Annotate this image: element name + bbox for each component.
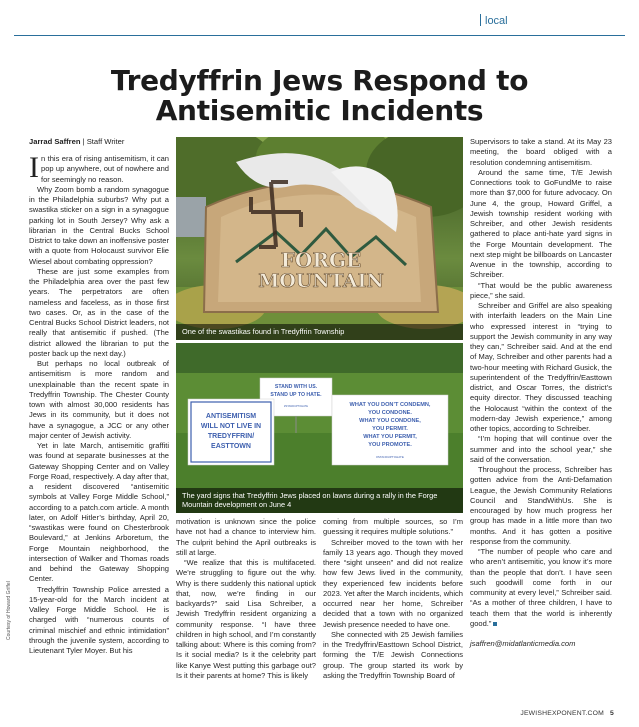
section-tag bbox=[480, 14, 508, 27]
sign-b-line: WILL NOT LIVE IN bbox=[200, 423, 262, 430]
sign-a-line2: STAND UP TO HATE. bbox=[270, 392, 322, 398]
paragraph: Throughout the process, Schreiber has gotten advice from the Anti-Defamation League, the Jewish Community Relations Council and StandWithUs. She is encouraged by how much progress her group has made in a little more than two months. And it has gotten a positive response from the community. bbox=[470, 465, 612, 546]
paragraph: She connected with 25 Jewish families in the Tredyffrin/Easttown School District, forming the T/E Jewish Connections group. The group started its work by asking the Tredyffrin Township Board of bbox=[323, 629, 463, 680]
byline-role: Staff Writer bbox=[86, 137, 125, 146]
paragraph: “I’m hoping that will continue over the summer and into the school year,” she said of the conversation. bbox=[470, 434, 612, 464]
author-email-link[interactable]: jsaffren@midatlanticmedia.com bbox=[470, 639, 576, 648]
paragraph: Schreiber and Griffel are also speaking with interfaith leaders on the Main Line who expressed interest in “trying to support the Jewish community in any way they can,” Schreiber said. And at the end of May, Schreiber and other parents had a two-hour meeting with Richard Gusick, the superintendent of the Tredyffrin/Easttown district, and Oscar Torres, the district’s equity director. They discussed teaching the Holocaust “within the context of the modern-day Jewish experience,” among other topics, according to Schreiber. bbox=[470, 301, 612, 433]
sign-b-line: EASTTOWN bbox=[211, 443, 251, 450]
paragraph: Schreiber moved to the town with her family 13 years ago. Though they moved there “sight unseen” and did not realize how few Jews lived in the community, they experienced few incidents before 2023. Yet after the March incidents, which occurred near her home, Schreiber decided that a town with no organized Jewish presence needed to have one. bbox=[323, 537, 463, 629]
paragraph: motivation is unknown since the police have not had a chance to interview him. The culprit behind the April outbreaks is still at large. bbox=[176, 517, 316, 557]
sign-c-line: WHAT YOU PERMIT, bbox=[363, 434, 417, 440]
photo-yard-signs bbox=[176, 343, 463, 513]
paragraph bbox=[29, 151, 169, 185]
forge-mountain-illustration bbox=[176, 137, 463, 340]
sign-c-line: WHAT YOU DON’T CONDEMN, bbox=[349, 402, 431, 408]
photo-credit: Courtesy of Howard Griffel bbox=[6, 581, 12, 640]
paragraph bbox=[470, 547, 612, 629]
paragraph: coming from multiple sources, so I’m guessing it requires multiple solutions.” bbox=[323, 517, 463, 537]
paragraph-text: “The number of people who care and who aren’t antisemitic, you know it’s more than the people that don’t. I have seen such goodwill come forth in our community at every level,” Schreiber said. “As a mother of three children, I have to teach them that the world is inherently good.” bbox=[470, 547, 612, 628]
sign-text-mountain: MOUNTAIN bbox=[258, 270, 384, 292]
sign-c-line: YOU PROMOTE. bbox=[368, 442, 412, 448]
paragraph-text: n this era of rising antisemitism, it can pop up anywhere, out of nowhere and for seemingly no reason. bbox=[41, 154, 169, 184]
paragraph: “That would be the public awareness piece,” she said. bbox=[470, 280, 612, 300]
sign-text-forge: FORGE bbox=[280, 248, 362, 272]
page-footer bbox=[520, 710, 614, 717]
paragraph: Yet in late March, antisemitic graffiti was found at separate businesses at the Gateway Shopping Center and on Valley Forge Road, respectively. A day after that, a resident discovered “antisemitic symbols at Valley Forge Middle School,” according to a patch.com article. A month later, on Adolf Hitler’s birthday, April 20, “swastikas were found on Chesterbrook Boulevard,” at Jenkins Arboretum, the Forge Mountain neighborhood, the intersection of Walker and Thomas roads and behind the Gateway Shopping Center. bbox=[29, 441, 169, 584]
headline: Tredyffrin Jews Respond to Antisemitic Incidents bbox=[110, 64, 529, 127]
page-number: 5 bbox=[610, 710, 614, 717]
paragraph: Around the same time, T/E Jewish Connections took to GoFundMe to raise more than $7,000 for future advocacy. On June 4, the group, Howard Griffel, a Jewish township resident working with Schreiber, and other Jewish residents gathered to place anti-hate yard signs in the Forge Mountain development. The next step might be billboards on Lancaster Avenue in the township, according to Schreiber. bbox=[470, 167, 612, 280]
paragraph: But perhaps no local outbreak of antisemitism is more random and unexplainable than the recent spate in Tredyffrin Township. The Chester County town with almost 30,000 residents has Jews in its community, but it does not have a synagogue, a JCC or any other major center of Jewish activity. bbox=[29, 359, 169, 440]
byline: Jarrad Saffren | Staff Writer bbox=[29, 137, 125, 146]
paragraph: These are just some examples from the Philadelphia area over the past few years. The perpetrators are often nameless and faceless, as in those first two cases. Or, as in the case of the Central Bucks School District leaders, not really that antisemitic if pushed. (The district allowed the librarian to put the poster back up the next day.) bbox=[29, 266, 169, 358]
sign-a-line1: STAND WITH US. bbox=[274, 384, 318, 390]
sign-c-line: YOU PERMIT. bbox=[372, 426, 408, 432]
article-column-4 bbox=[470, 137, 612, 649]
sign-b-line: TREDYFFRIN/ bbox=[207, 433, 255, 440]
photo-forge-mountain-sign bbox=[176, 137, 463, 340]
byline-author: Jarrad Saffren bbox=[29, 137, 81, 146]
sign-c-line: YOU CONDONE. bbox=[368, 410, 412, 416]
dropcap: I bbox=[29, 151, 39, 184]
paragraph: Tredyffrin Township Police arrested a 15-year-old for the March incident at Valley Forge Middle School. He is charged with “numerous counts of criminal mischief and ethnic intimidation” through the juvenile system, according to Lieutenant Tyler Moyer. But his bbox=[29, 584, 169, 655]
end-mark-icon bbox=[493, 622, 497, 626]
sign-a-hashtag: #STANDUPTOHATE bbox=[284, 405, 308, 408]
sign-c-line: WHAT YOU CONDONE, bbox=[359, 418, 421, 424]
photo-caption: One of the swastikas found in Tredyffrin Township bbox=[176, 324, 463, 340]
sign-c-hashtag: #STANDUPTOHATE bbox=[376, 455, 404, 459]
section-label: local bbox=[485, 15, 508, 27]
footer-site: JEWISHEXPONENT.COM bbox=[520, 710, 605, 717]
sign-b-line: ANTISEMITISM bbox=[205, 413, 257, 420]
top-rule bbox=[14, 35, 625, 36]
article-column-3 bbox=[323, 517, 463, 681]
paragraph: Why Zoom bomb a random synagogue in the Philadelphia suburbs? Why put a swastika sticker on a sign in a synagogue parking lot in South Jersey? Why ask a librarian in the Central Bucks School District to take down an inoffensive poster with a quote from Holocaust survivor Elie Wiesel about combating oppression? bbox=[29, 184, 169, 266]
photo-caption: The yard signs that Tredyffrin Jews placed on lawns during a rally in the Forge Mountain development on June 4 bbox=[176, 488, 463, 513]
article-column-2 bbox=[176, 517, 316, 681]
article-column-1 bbox=[29, 151, 169, 656]
paragraph: “We realize that this is multifaceted. We’re struggling to figure out the why. Why is there suddenly this national uptick that, now, we’re finding in our backyards?” said Lisa Schreiber, a Jewish Tredyffrin resident organizing a community response. “I have three children in high school, and I’m constantly talking about: Where is this coming from? Is it social media? Is it the celebrity part like Kanye West putting this garbage out? Is it their parents at home? This is likely bbox=[176, 558, 316, 680]
paragraph: Supervisors to take a stand. At its May 23 meeting, the board obliged with a resolution condemning antisemitism. bbox=[470, 137, 612, 167]
author-email[interactable] bbox=[470, 639, 612, 649]
